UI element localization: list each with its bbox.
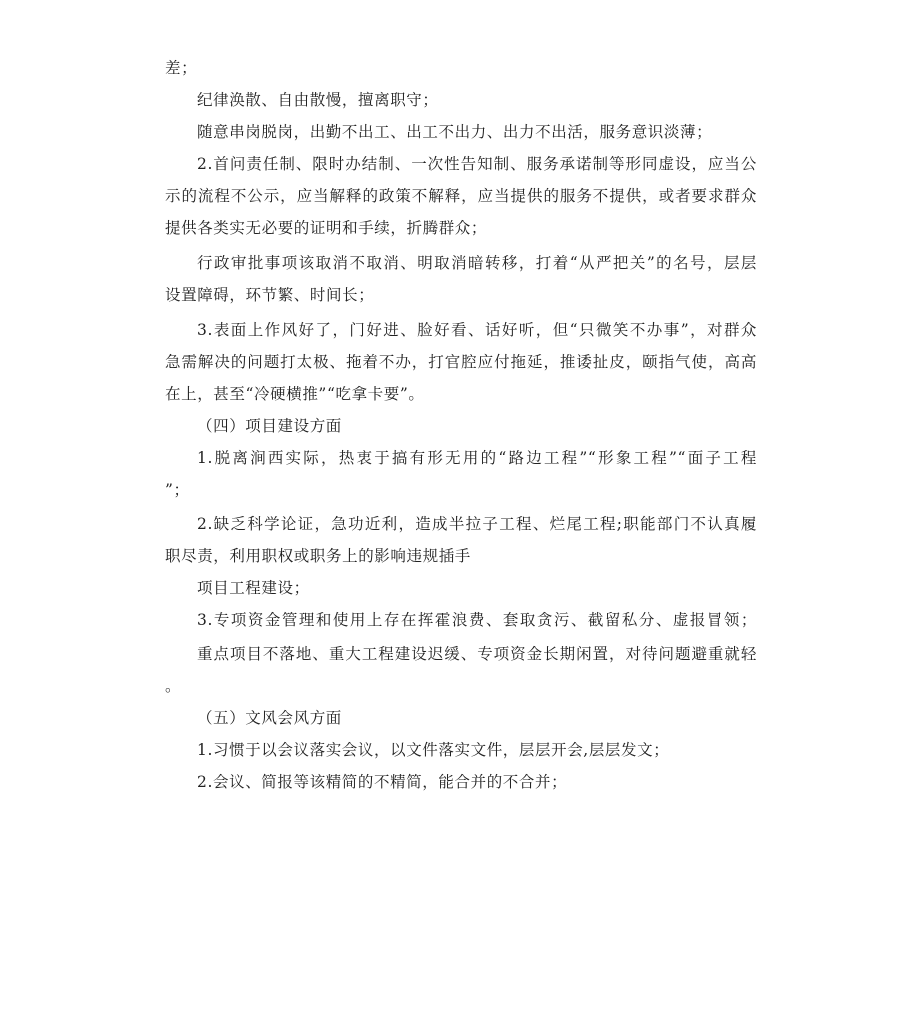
text-line-18: 3.专项资金管理和使用上存在挥霍浪费、套取贪污、截留私分、虚报冒领；: [197, 611, 757, 629]
text-line-16: 职尽责，利用职权或职务上的影响违规插手: [165, 547, 471, 565]
text-line-4: 2.首问责任制、限时办结制、一次性告知制、服务承诺制等形同虚设，应当公: [197, 155, 757, 173]
section-heading-5: （五）文风会风方面: [197, 709, 342, 727]
text-line-6: 提供各类实无必要的证明和手续，折腾群众；: [165, 219, 488, 237]
text-line-23: 2.会议、简报等该精简的不精简，能合并的不合并；: [197, 773, 568, 791]
text-line-14: ”；: [165, 481, 190, 499]
text-line-17: 项目工程建设；: [197, 579, 310, 597]
text-line-2: 纪律涣散、自由散慢，擅离职守；: [197, 91, 439, 109]
text-line-1: 差；: [165, 59, 198, 77]
text-line-5: 示的流程不公示，应当解释的政策不解释，应当提供的服务不提供，或者要求群众: [165, 187, 757, 205]
section-heading-4: （四）项目建设方面: [197, 417, 342, 435]
text-line-15: 2.缺乏科学论证，急功近利，造成半拉子工程、烂尾工程;职能部门不认真履: [197, 515, 757, 533]
text-line-13: 1.脱离涧西实际，热衷于搞有形无用的“路边工程”“形象工程”“面子工程: [197, 449, 757, 467]
text-line-19: 重点项目不落地、重大工程建设迟缓、专项资金长期闲置，对待问题避重就轻: [197, 645, 757, 663]
text-line-9: 3.表面上作风好了，门好进、脸好看、话好听，但“只微笑不办事”，对群众: [197, 321, 757, 339]
text-line-3: 随意串岗脱岗，出勤不出工、出工不出力、出力不出活，服务意识淡薄；: [197, 123, 713, 141]
text-line-10: 急需解决的问题打太极、拖着不办，打官腔应付拖延，推诿扯皮，颐指气使，高高: [165, 353, 757, 371]
text-line-11: 在上，甚至“冷硬横推”“吃拿卡要”。: [165, 385, 425, 403]
text-line-22: 1.习惯于以会议落实会议，以文件落实文件，层层开会,层层发文；: [197, 741, 670, 759]
text-line-20: 。: [165, 677, 182, 695]
text-line-8: 设置障碍，环节繁、时间长；: [165, 286, 375, 304]
text-line-7: 行政审批事项该取消不取消、明取消暗转移，打着“从严把关”的名号，层层: [197, 254, 757, 272]
